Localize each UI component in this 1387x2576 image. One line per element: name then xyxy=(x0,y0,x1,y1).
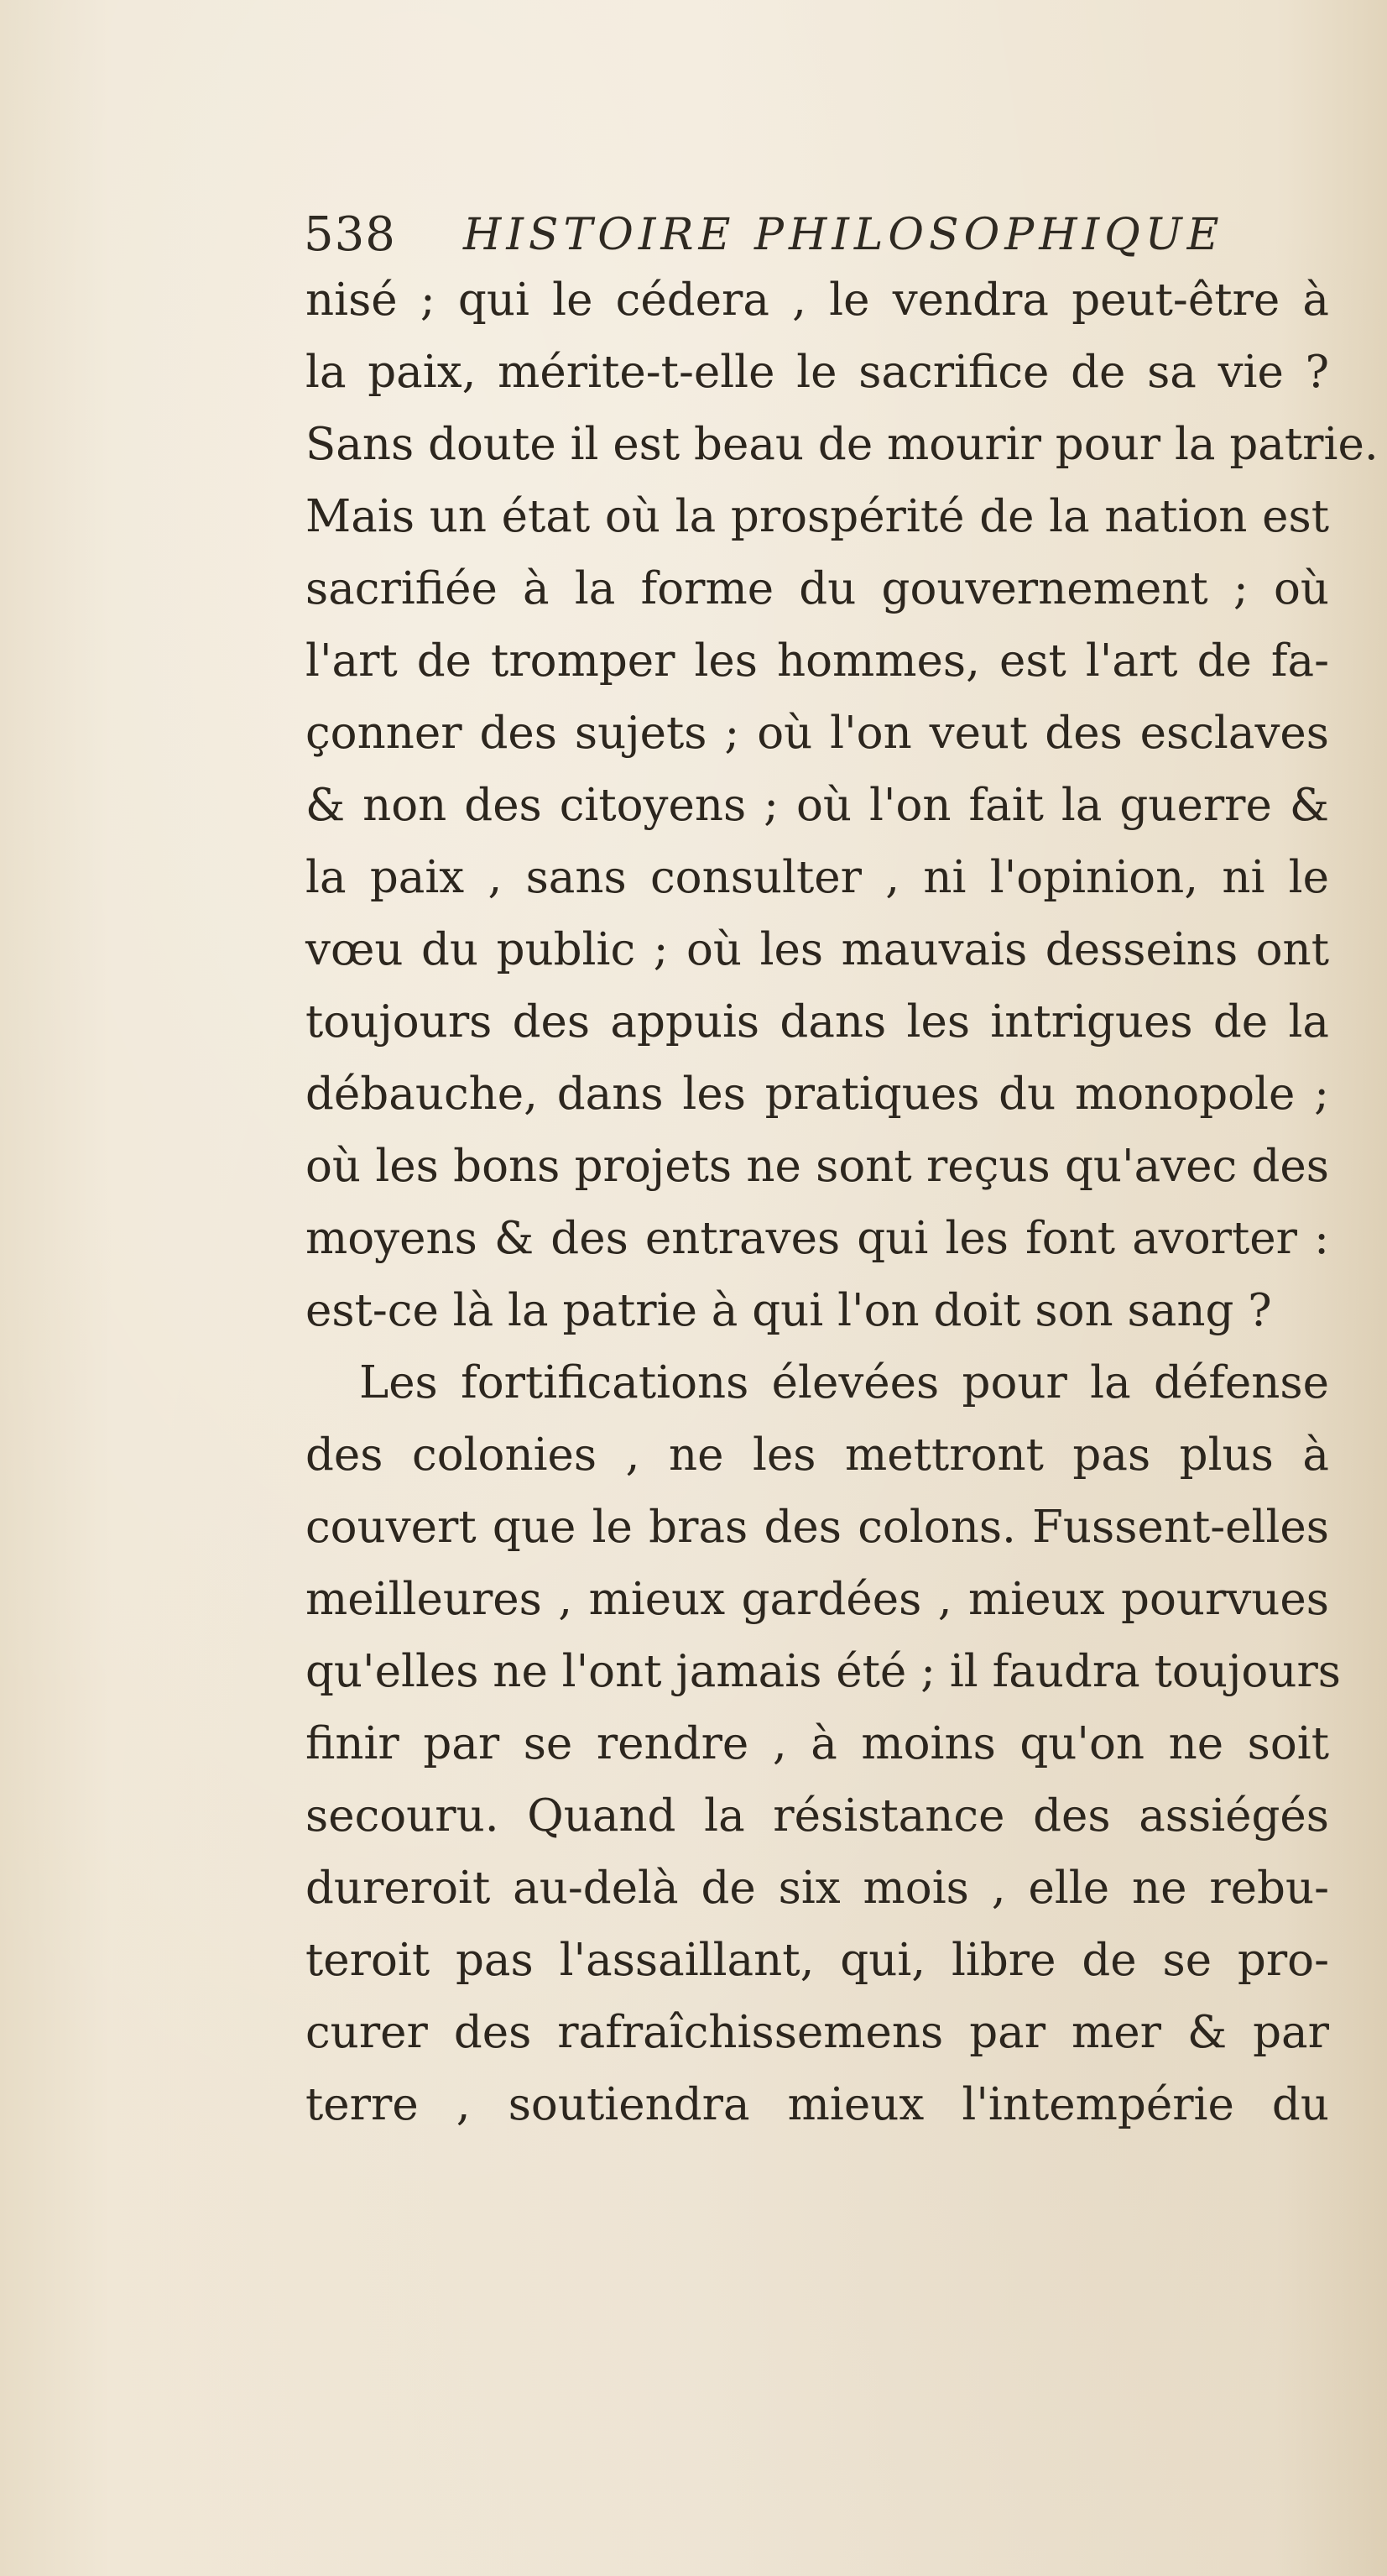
text-line: terre , soutiendra mieux l'intempérie du xyxy=(305,2079,1329,2130)
text-line: Sans doute il est beau de mourir pour la patrie. xyxy=(305,419,1379,470)
text-line: toujours des appuis dans les intrigues de la xyxy=(305,996,1329,1048)
text-line: qu'elles ne l'ont jamais été ; il faudra toujours xyxy=(305,1646,1341,1697)
text-line: est-ce là la patrie à qui l'on doit son sang ? xyxy=(305,1285,1272,1336)
page-header xyxy=(304,197,1336,273)
text-line: la paix , sans consulter , ni l'opinion, ni le xyxy=(305,852,1329,903)
text-line: des colonies , ne les mettront pas plus à xyxy=(305,1429,1329,1481)
text-line: la paix, mérite-t-elle le sacrifice de sa vie ? xyxy=(305,347,1329,398)
text-line: l'art de tromper les hommes, est l'art de fa- xyxy=(305,635,1329,687)
text-line: moyens & des entraves qui les font avorter : xyxy=(305,1213,1329,1264)
text-line: couvert que le bras des colons. Fussent-elles xyxy=(305,1502,1329,1553)
text-line: finir par se rendre , à moins qu'on ne soit xyxy=(305,1718,1329,1769)
text-line: secouru. Quand la résistance des assiégés xyxy=(305,1790,1329,1842)
text-line: çonner des sujets ; où l'on veut des esclaves xyxy=(305,708,1329,759)
text-line: où les bons projets ne sont reçus qu'avec des xyxy=(305,1141,1329,1192)
text-line: Mais un état où la prospérité de la nation est xyxy=(305,491,1329,542)
text-line: nisé ; qui le cédera , le vendra peut-être à xyxy=(305,274,1329,326)
text-line: dureroit au-delà de six mois , elle ne rebu- xyxy=(305,1863,1329,1914)
text-line: Les fortifications élevées pour la défense xyxy=(359,1357,1329,1408)
text-line: sacrifiée à la forme du gouvernement ; où xyxy=(305,563,1329,614)
text-line: meilleures , mieux gardées , mieux pourvues xyxy=(305,1574,1329,1625)
text-line: & non des citoyens ; où l'on fait la guerre & xyxy=(305,780,1329,831)
text-line: vœu du public ; où les mauvais desseins ont xyxy=(305,924,1329,975)
body-text xyxy=(305,264,1379,2141)
running-title: HISTOIRE PHILOSOPHIQUE xyxy=(463,210,1224,260)
text-line: teroit pas l'assaillant, qui, libre de se pro- xyxy=(305,1935,1329,1986)
text-line: débauche, dans les pratiques du monopole ; xyxy=(305,1069,1329,1120)
text-line: curer des rafraîchissemens par mer & par xyxy=(305,2007,1329,2058)
page-number: 538 xyxy=(304,207,396,262)
